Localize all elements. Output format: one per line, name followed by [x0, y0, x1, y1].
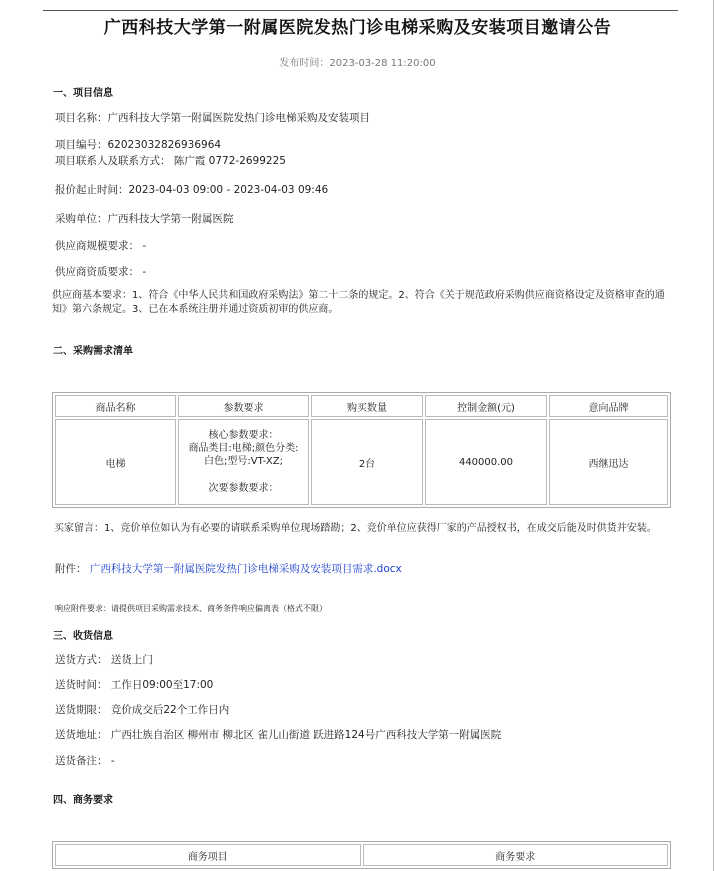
table-header-row: [55, 395, 668, 417]
quote-time: 报价起止时间：2023-04-03 09:00 - 2023-04-03 09:46: [55, 184, 329, 196]
project-contact: 项目联系人及联系方式： 陈广霞 0772-2699225: [55, 155, 286, 167]
project-code: 项目编号：6202303282693​6964: [55, 139, 222, 151]
delivery-note: 送货备注： -: [55, 755, 115, 767]
header-amount: 控制金额(元): [425, 395, 547, 417]
business-table: [52, 841, 671, 869]
core-params-label: 核心参数要求：: [208, 430, 279, 441]
buyer-note: 买家留言：1、竞价单位如认为有必要的请联系采购单位现场踏勘；2、竞价单位应获得厂家的产品授权书，在成交后能及时供货并安装。: [54, 523, 657, 534]
delivery-deadline: 送货期限： 竞价成交后22个工作日内: [55, 704, 230, 716]
header-business-requirement: 商务要求: [363, 844, 669, 866]
section-requirements: 二、采购需求清单: [53, 346, 133, 357]
header-brand: 意向品牌: [549, 395, 668, 417]
header-quantity: 购买数量: [311, 395, 423, 417]
response-requirement: 响应附件要求：请提供项目采购需求技术、商务条件响应偏离表（格式不限）: [55, 604, 327, 613]
page-title: 广西科技大学第一附属医院发热门诊电梯采购及安装项目邀请公告: [103, 18, 612, 38]
section-business: 四、商务要求: [53, 795, 113, 806]
cell-product-name: 电梯: [55, 419, 176, 505]
supplier-scale: 供应商规模要求： -: [55, 240, 147, 252]
header-business-item: 商务项目: [55, 844, 361, 866]
supplier-basic-requirements: 供应商基本要求：1、符合《中华人民共和国政府采购法》第二十二条的规定。2、符合《关于规范政府采购供应商资格设定及资格审查的通知》第六条规定。3、已在本系统注册并通过资质初审的供应商。: [52, 290, 665, 315]
attachment-label: 附件：: [55, 563, 87, 575]
cell-quantity: 2台: [311, 419, 423, 505]
header-product-name: 商品名称: [55, 395, 176, 417]
section-delivery: 三、收货信息: [53, 631, 113, 642]
delivery-time: 送货时间： 工作日09:00至17:00: [55, 679, 214, 691]
supplier-qualification: 供应商资质要求： -: [55, 266, 147, 278]
header-params: 参数要求: [178, 395, 309, 417]
purchasing-unit: 采购单位：广西科技大学第一附属医院: [55, 213, 234, 225]
secondary-params-label: 次要参数要求：: [208, 483, 279, 494]
attachment-link[interactable]: 广西科技大学第一附属医院发热门诊电梯采购及安装项目需求.docx: [89, 563, 402, 575]
cell-amount: 440000.00: [425, 419, 547, 505]
project-name: 项目名称：广西科技大学第一附属医院发热门诊电梯采购及安装项目: [55, 112, 370, 124]
delivery-method: 送货方式： 送货上门: [55, 654, 153, 666]
cell-brand: 西继迅达: [549, 419, 668, 505]
business-header-row: [55, 844, 668, 866]
cell-params: [178, 419, 309, 505]
core-params-detail: 商品类目:电梯;颜色分类:白色;型号:VT-XZ;: [188, 443, 299, 467]
page-edge: [713, 0, 714, 871]
title-divider: [43, 10, 678, 11]
attachment-row: [55, 561, 402, 576]
table-row: [55, 419, 668, 505]
requirements-table: [52, 392, 671, 508]
delivery-address: 送货地址： 广西壮族自治区 柳州市 柳北区 雀儿山街道 跃进路124号广西科技大学第一附属医院: [55, 729, 502, 741]
section-project-info: 一、项目信息: [53, 88, 113, 99]
publish-time: 发布时间：2023-03-28 11:20:00: [279, 58, 436, 69]
